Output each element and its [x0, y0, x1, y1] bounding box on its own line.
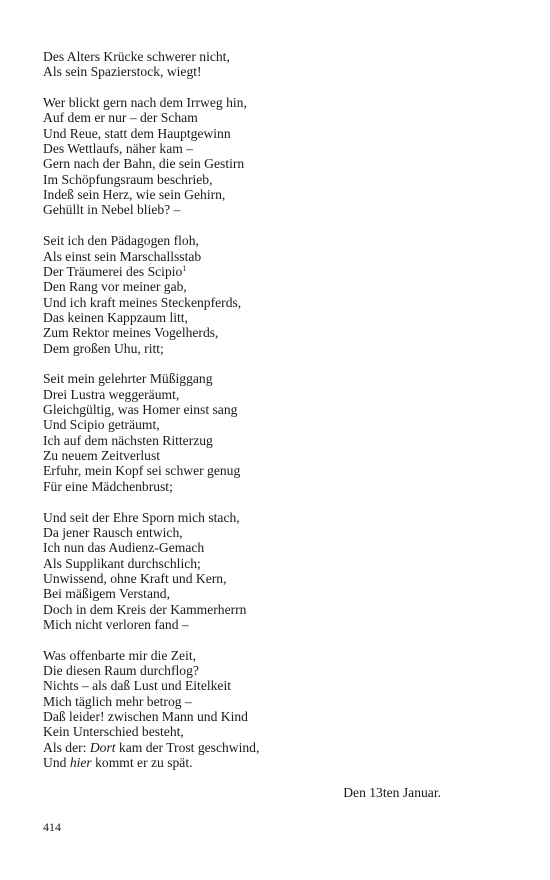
poem-line: Da jener Rausch entwich,	[43, 524, 183, 540]
poem-line: Mich täglich mehr betrog –	[43, 693, 192, 709]
poem-line: Doch in dem Kreis der Kammerherrn	[43, 601, 247, 617]
footnote-marker: 1	[182, 263, 187, 273]
emphasized-word: hier	[69, 755, 92, 771]
poem-line: Indeß sein Herz, wie sein Gehirn,	[43, 187, 226, 203]
poem-line: Drei Lustra weggeräumt,	[43, 386, 180, 402]
poem-line: Und Reue, statt dem Hauptgewinn	[43, 125, 231, 141]
stanza-4	[43, 371, 463, 494]
poem-line: Daß leider! zwischen Mann und Kind	[43, 709, 248, 725]
poem-line: Die diesen Raum durchflog?	[43, 662, 199, 678]
date-line: Den 13ten Januar.	[343, 785, 441, 800]
poem-line-with-footnote	[43, 264, 463, 279]
poem-line: Gehüllt in Nebel blieb? –	[43, 202, 181, 218]
poem-line: Zu neuem Zeitverlust	[43, 448, 161, 464]
poem-line: Unwissend, ohne Kraft und Kern,	[43, 570, 227, 586]
poem-line: Gleichgültig, was Homer einst sang	[43, 402, 238, 418]
poem-line: Und Scipio geträumt,	[43, 417, 160, 433]
poem-line-with-emphasis	[43, 755, 463, 770]
poem-line: Und ich kraft meines Steckenpferds,	[43, 294, 242, 310]
poem-line: Ich nun das Audienz-Gemach	[43, 540, 205, 556]
poem-line: Bei mäßigem Verstand,	[43, 586, 170, 602]
stanza-1	[43, 49, 463, 80]
poem-line: Im Schöpfungsraum beschrieb,	[43, 171, 213, 187]
poem-line: Dem großen Uhu, ritt;	[43, 340, 164, 356]
poem-line: Das keinen Kappzaum litt,	[43, 309, 188, 325]
poem-line: Des Alters Krücke schwerer nicht,	[43, 49, 230, 64]
poem-line: Wer blickt gern nach dem Irrweg hin,	[43, 95, 247, 111]
poem-line: Kein Unterschied besteht,	[43, 724, 184, 740]
poem-line-text: kommt er zu spät.	[91, 755, 193, 771]
poem-line: Ich auf dem nächsten Ritterzug	[43, 432, 213, 448]
poem-line: Des Wettlaufs, näher kam –	[43, 141, 194, 157]
stanza-5	[43, 510, 463, 633]
stanza-3	[43, 233, 463, 356]
emphasized-word: Dort	[89, 739, 116, 755]
poem-line: Und seit der Ehre Sporn mich stach,	[43, 509, 240, 525]
poem-line: Nichts – als daß Lust und Eitelkeit	[43, 678, 232, 694]
poem-line: Als Supplikant durchschlich;	[43, 555, 201, 571]
poem-line: Seit mein gelehrter Müßiggang	[43, 371, 213, 387]
poem-line: Den Rang vor meiner gab,	[43, 279, 187, 295]
poem-line-with-emphasis	[43, 740, 463, 755]
poem-body	[43, 49, 463, 770]
poem-line: Als sein Spazierstock, wiegt!	[43, 64, 202, 80]
poem-line-text: Und	[43, 755, 70, 771]
poem-line-text: kam der Trost geschwind,	[115, 739, 260, 755]
poem-line: Seit ich den Pädagogen floh,	[43, 233, 199, 249]
stanza-2	[43, 95, 463, 218]
page-number: 414	[43, 820, 61, 834]
poem-line: Erfuhr, mein Kopf sei schwer genug	[43, 463, 241, 479]
poem-line: Auf dem er nur – der Scham	[43, 110, 198, 126]
poem-line: Gern nach der Bahn, die sein Gestirn	[43, 156, 245, 172]
poem-line-text: Der Träumerei des Scipio	[43, 263, 183, 279]
poem-line: Als einst sein Marschallsstab	[43, 248, 202, 264]
stanza-6	[43, 648, 463, 771]
poem-line: Zum Rektor meines Vogelherds,	[43, 325, 219, 341]
poem-line-text: Als der:	[43, 739, 90, 755]
poem-line: Mich nicht verloren fand –	[43, 616, 189, 632]
poem-line: Was offenbarte mir die Zeit,	[43, 647, 197, 663]
poem-line: Für eine Mädchenbrust;	[43, 478, 173, 494]
